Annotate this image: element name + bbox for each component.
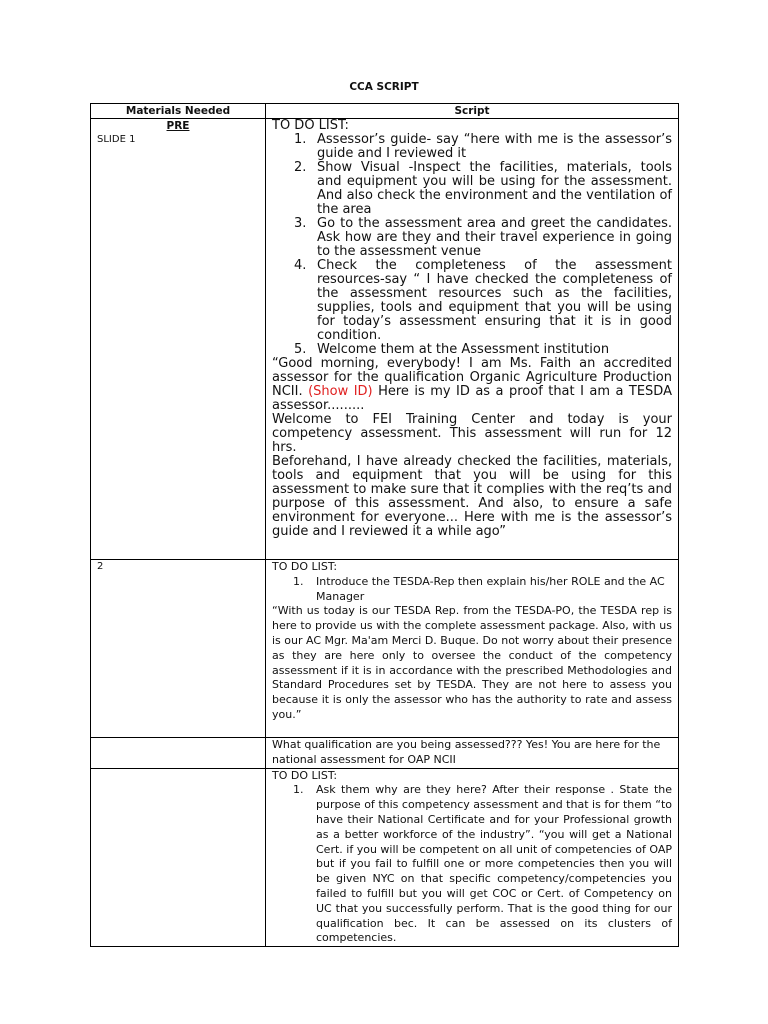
todo-list [272, 783, 672, 946]
beforehand-speech: Beforehand, I have already checked the facilities, materials, tools and equipment that you will be using for this assessment to make sure that it complies with the req’ts and purpose of this assessment. And also, to ensure a safe environment for everyone... Here with me is the assessor’s guide and I reviewed it a while ago” [272, 454, 672, 539]
list-item: 2. Show Visual -Inspect the facilities, materials, tools and equipment you will be using for the assessment. And also check the environment and the ventilation of the area [294, 160, 672, 217]
todo-list [272, 575, 672, 605]
script-header: Script [266, 104, 679, 119]
slide-label: 2 [97, 561, 104, 572]
table-row [91, 119, 679, 560]
list-item: 5. Welcome them at the Assessment institution [294, 342, 610, 357]
slide-label: SLIDE 1 [97, 134, 136, 145]
document-title: CCA SCRIPT [349, 81, 419, 93]
materials-cell [91, 738, 266, 769]
list-item: 1. Ask them why are they here? After their response . State the purpose of this competency assessment and that is for them “to have their National Certificate and for your Professional growth as a better workforce of the industry”. “you will get a National Cert. if you will be competent on all unit of competencies of OAP but if you fail to fulfill one or more competencies then you will be given NYC on that specific competency/competencies you failed to fulfill but you will get COC or Cert. of Competency on UC that you successfully perform. That is the good thing for our qualification bec. It can be assessed on its clusters of competencies. [293, 783, 672, 945]
list-item: 4. Check the completeness of the assessment resources-say “ I have checked the completeness of the assessment resources such as the facilities, supplies, tools and equipment that you will be using for today’s assessment ensuring that it is in good condition. [294, 258, 672, 343]
script-cell [266, 768, 679, 947]
list-item: 3. Go to the assessment area and greet the candidates. Ask how are they and their travel experience in going to the assessment venue [294, 216, 672, 259]
todo-label: TO DO LIST: [272, 768, 338, 782]
list-item: 1. Assessor’s guide- say “here with me is the assessor’s guide and I reviewed it [294, 132, 672, 161]
table-row [91, 738, 679, 769]
materials-cell [91, 560, 266, 738]
todo-label: TO DO LIST: [272, 118, 349, 133]
script-cell [266, 560, 679, 738]
materials-header: Materials Needed [91, 104, 266, 119]
list-item: 1. Introduce the TESDA-Rep then explain his/her ROLE and the AC Manager [293, 574, 665, 603]
script-cell [266, 738, 679, 769]
script-cell [266, 119, 679, 560]
tesda-rep-speech: “With us today is our TESDA Rep. from the TESDA-PO, the TESDA rep is here to provide us with the complete assessment package. Also, with us is our AC Mgr. Ma'am Merci D. Buque. Do not worry about their presence as they are here only to oversee the conduct of the competency assessment if it is in accordance with the prescribed Methodologies and Standard Procedures set by TESDA. They are not here to assess you because it is only the assessor who has the authority to rate and assess you.” [272, 604, 673, 721]
greeting-speech: “Good morning, everybody! I am Ms. Faith an accredited assessor for the qualification Organic Agriculture Production NCII. (Show ID) Here is my ID as a proof that I am a TESDA assessor......... [272, 356, 672, 413]
script-table [90, 103, 679, 947]
table-header-row [91, 104, 679, 119]
show-id-cue: (Show ID) [308, 384, 373, 399]
todo-label: TO DO LIST: [272, 560, 338, 573]
todo-list [272, 133, 672, 357]
welcome-speech: Welcome to FEI Training Center and today is your competency assessment. This assessment will run for 12 hrs. [272, 412, 672, 455]
table-row [91, 560, 679, 738]
materials-cell [91, 119, 266, 560]
pre-label: PRE [166, 120, 190, 132]
qualification-question: What qualification are you being assessed??? Yes! You are here for the national assessment for OAP NCII [272, 738, 661, 766]
materials-cell [91, 768, 266, 947]
table-row [91, 768, 679, 947]
